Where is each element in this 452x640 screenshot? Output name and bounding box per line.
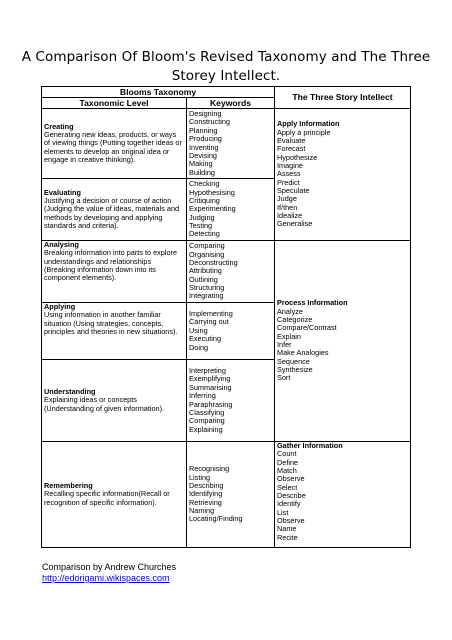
intellect-cell-gather-information bbox=[275, 442, 411, 548]
level-name: Analysing bbox=[44, 240, 79, 249]
keywords-cell-analysing bbox=[187, 241, 275, 303]
keyword: Summarising bbox=[189, 382, 232, 392]
intellect-item: Explain bbox=[277, 331, 301, 341]
keyword: Organising bbox=[189, 249, 225, 259]
keyword: Comparing bbox=[189, 416, 225, 426]
keywords-cell-remembering bbox=[187, 442, 275, 548]
keyword: Carrying out bbox=[189, 317, 229, 327]
keyword: Locating/Finding bbox=[189, 514, 243, 524]
level-cell-understanding bbox=[42, 360, 187, 442]
keyword: Attributing bbox=[189, 266, 222, 276]
keywords-cell-applying bbox=[187, 303, 275, 360]
keyword: Describing bbox=[189, 480, 224, 490]
page-title: A Comparison Of Bloom's Revised Taxonomy and The Three Storey Intellect. bbox=[21, 49, 431, 84]
keyword: Testing bbox=[189, 221, 213, 231]
level-description: Breaking information into parts to explore understandings and relationships (Breaking information down into its component elements). bbox=[44, 248, 180, 283]
keyword: Doing bbox=[189, 342, 209, 352]
level-name: Creating bbox=[44, 121, 74, 131]
intellect-item: Forecast bbox=[277, 144, 306, 154]
keyword: Inventing bbox=[189, 142, 219, 152]
intellect-item: Apply a principle bbox=[277, 127, 331, 137]
intellect-cell-process-information bbox=[275, 241, 411, 442]
keyword: Naming bbox=[189, 506, 215, 516]
intellect-item: Identify bbox=[277, 499, 301, 509]
level-cell-analysing bbox=[42, 241, 187, 303]
intellect-item: Categorize bbox=[277, 314, 313, 324]
keywords-cell-evaluating bbox=[187, 179, 275, 241]
intellect-level-name: Process Information bbox=[277, 298, 348, 308]
keyword: Critiquing bbox=[189, 195, 220, 205]
keyword: Using bbox=[189, 325, 208, 335]
blooms-taxonomy-header: Blooms Taxonomy bbox=[42, 87, 275, 98]
keyword: Building bbox=[189, 167, 215, 177]
intellect-item: Name bbox=[277, 524, 297, 534]
level-name: Evaluating bbox=[44, 187, 81, 197]
keywords-cell-creating bbox=[187, 109, 275, 179]
keywords-cell-understanding bbox=[187, 360, 275, 442]
intellect-item: Speculate bbox=[277, 186, 310, 196]
intellect-item: List bbox=[277, 507, 289, 517]
keyword: Comparing bbox=[189, 241, 225, 251]
intellect-item: Select bbox=[277, 482, 298, 492]
level-name: Remembering bbox=[44, 480, 93, 490]
intellect-item: Observe bbox=[277, 474, 305, 484]
level-description: Recalling specific information(Recall or recognition of specific information). bbox=[44, 489, 172, 507]
keyword: Devising bbox=[189, 150, 217, 160]
keyword: Producing bbox=[189, 134, 222, 144]
intellect-item: Recite bbox=[277, 532, 298, 542]
intellect-item: Infer bbox=[277, 340, 292, 349]
intellect-item: Define bbox=[277, 457, 299, 467]
intellect-item: Match bbox=[277, 466, 297, 476]
intellect-item: Judge bbox=[277, 194, 297, 204]
intellect-item: Idealize bbox=[277, 211, 303, 221]
intellect-item: Hypothesize bbox=[277, 152, 318, 162]
intellect-item: Synthesize bbox=[277, 365, 313, 375]
intellect-item: Sequence bbox=[277, 356, 310, 366]
intellect-item: Compare/Contrast bbox=[277, 323, 337, 333]
website-link[interactable]: http://edorigami.wikispaces.com bbox=[42, 573, 170, 583]
level-description: Generating new ideas, products, or ways of viewing things (Putting together ideas or elements to develop an original idea or engage in creative thinking). bbox=[44, 129, 184, 165]
intellect-level-name: Gather Information bbox=[277, 441, 343, 450]
keyword: Integrating bbox=[189, 291, 224, 301]
intellect-item: Count bbox=[277, 449, 297, 459]
keyword: Identifying bbox=[189, 489, 223, 499]
intellect-item: Make Analogies bbox=[277, 348, 329, 358]
keyword: Recognising bbox=[189, 464, 230, 474]
level-cell-applying bbox=[42, 303, 187, 360]
keyword: Experimenting bbox=[189, 204, 236, 214]
keyword: Paraphrasing bbox=[189, 399, 233, 409]
keyword: Hypothesising bbox=[189, 187, 235, 197]
keyword: Planning bbox=[189, 125, 218, 135]
intellect-item: Imagine bbox=[277, 160, 303, 170]
keyword: Executing bbox=[189, 334, 222, 344]
keyword: Explaining bbox=[189, 424, 223, 434]
keyword: Judging bbox=[189, 212, 215, 222]
intellect-item: If/then bbox=[277, 202, 298, 212]
intellect-item: Assess bbox=[277, 169, 301, 179]
level-cell-evaluating bbox=[42, 179, 187, 241]
level-description: Justifying a decision or course of action (Judging the value of ideas, materials and methods by developing and applying standards and criteria). bbox=[44, 195, 182, 231]
keyword: Constructing bbox=[189, 117, 230, 127]
level-description: Explaining ideas or concepts (Understanding of given information). bbox=[44, 395, 165, 413]
comparison-table bbox=[41, 86, 411, 548]
keyword: Interpreting bbox=[189, 366, 226, 376]
keyword: Retrieving bbox=[189, 497, 222, 507]
level-cell-creating bbox=[42, 109, 187, 179]
level-cell-remembering bbox=[42, 442, 187, 548]
footer bbox=[42, 562, 176, 584]
keyword: Implementing bbox=[189, 309, 233, 319]
keyword: Making bbox=[189, 159, 213, 169]
keyword: Structuring bbox=[189, 283, 225, 293]
keyword: Detecting bbox=[189, 229, 220, 239]
intellect-item: Describe bbox=[277, 491, 306, 501]
keyword: Designing bbox=[189, 109, 222, 119]
keyword: Exemplifying bbox=[189, 374, 231, 384]
intellect-item: Analyze bbox=[277, 306, 303, 316]
keyword: Outlining bbox=[189, 274, 218, 284]
keyword: Inferring bbox=[189, 391, 216, 401]
level-name: Understanding bbox=[44, 386, 96, 396]
level-description: Using information in another familiar situation (Using strategies, concepts, principles and theories in new situations). bbox=[44, 310, 178, 337]
keyword: Classifying bbox=[189, 407, 225, 417]
keyword: Checking bbox=[189, 179, 220, 189]
keywords-header: Keywords bbox=[187, 98, 275, 109]
intellect-item: Predict bbox=[277, 177, 300, 187]
intellect-item: Observe bbox=[277, 516, 305, 526]
intellect-item: Generalise bbox=[277, 219, 313, 229]
intellect-item: Evaluate bbox=[277, 135, 306, 145]
keyword: Listing bbox=[189, 472, 211, 482]
three-story-intellect-header: The Three Story Intellect bbox=[275, 87, 411, 109]
intellect-level-name: Apply Information bbox=[277, 119, 340, 129]
keyword: Deconstructing bbox=[189, 257, 238, 267]
taxonomic-level-header: Taxonomic Level bbox=[42, 98, 187, 109]
intellect-cell-apply-information bbox=[275, 109, 411, 241]
author-credit: Comparison by Andrew Churches bbox=[42, 562, 177, 572]
intellect-item: Sort bbox=[277, 373, 291, 383]
level-name: Applying bbox=[44, 302, 76, 311]
